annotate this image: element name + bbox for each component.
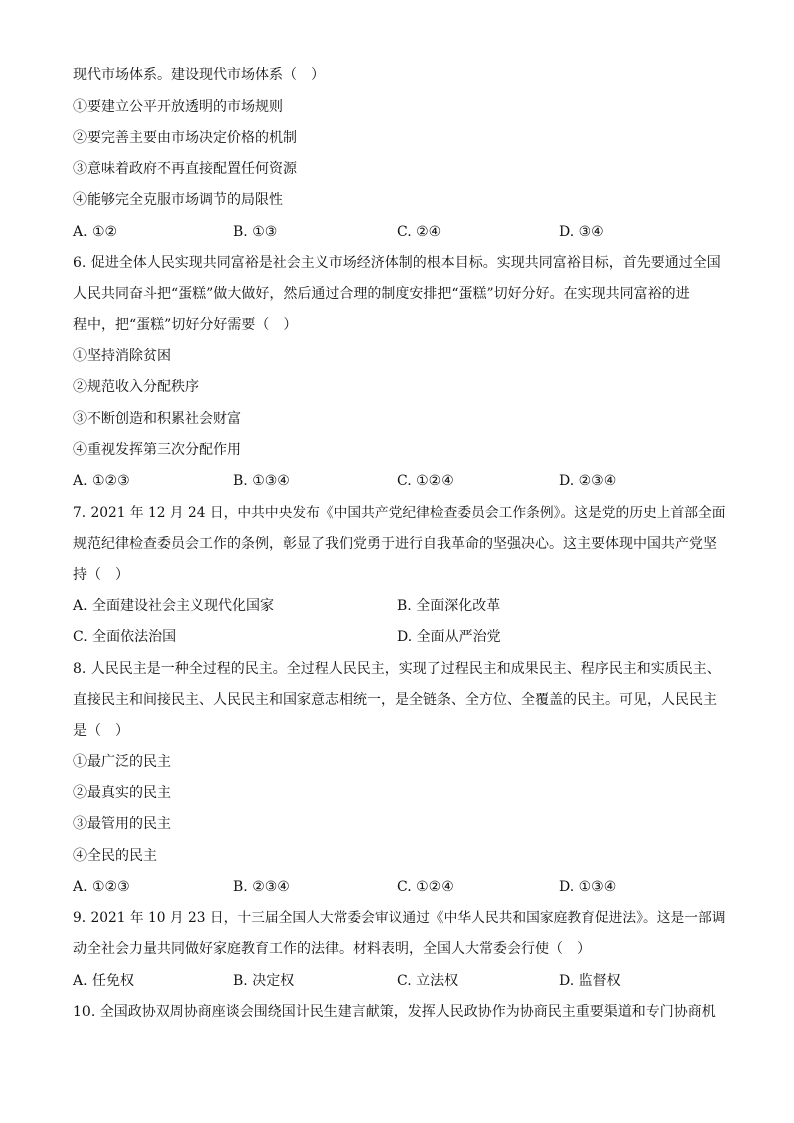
- q9-option-a[interactable]: A. 任免权: [73, 973, 135, 989]
- q7-option-d[interactable]: D. 全面从严治党: [397, 629, 501, 645]
- q7-stem-line-1: 7. 2021 年 12 月 24 日，中共中央发布《中国共产党纪律检查委员会工作条例》。这是党的历史上首部全面: [73, 505, 726, 521]
- q8-option-d[interactable]: D. ①③④: [559, 879, 617, 895]
- q8-option-a[interactable]: A. ①②③: [73, 879, 130, 895]
- q7-option-b[interactable]: B. 全面深化改革: [397, 598, 501, 614]
- q5-statement-4: ④能够完全克服市场调节的局限性: [73, 192, 283, 208]
- q9-option-b[interactable]: B. 决定权: [233, 973, 295, 989]
- q7-stem-line-3: 持（ ）: [73, 567, 129, 583]
- q6-stem-line-1: 6. 促进全体人民实现共同富裕是社会主义市场经济体制的根本目标。实现共同富裕目标，首先要通过全国: [73, 255, 721, 271]
- q6-statement-3: ③不断创造和积累社会财富: [73, 411, 241, 427]
- q8-stem-line-2: 直接民主和间接民主、人民民主和国家意志相统一，是全链条、全方位、全覆盖的民主。可见，人民民主: [73, 692, 717, 708]
- q7-option-a[interactable]: A. 全面建设社会主义现代化国家: [73, 598, 275, 614]
- q5-option-c[interactable]: C. ②④: [397, 224, 442, 240]
- q6-option-c[interactable]: C. ①②④: [397, 473, 454, 489]
- q9-stem-line-2: 动全社会力量共同做好家庭教育工作的法律。材料表明，全国人大常委会行使（ ）: [73, 941, 591, 957]
- q8-stem-line-3: 是（ ）: [73, 723, 129, 739]
- q6-statement-1: ①坚持消除贫困: [73, 348, 171, 364]
- q5-option-d[interactable]: D. ③④: [559, 224, 604, 240]
- q6-option-d[interactable]: D. ②③④: [559, 473, 617, 489]
- q6-stem-line-2: 人民共同奋斗把“蛋糕”做大做好，然后通过合理的制度安排把“蛋糕”切好分好。在实现共同富裕的进: [73, 286, 690, 302]
- q8-statement-3: ③最管用的民主: [73, 816, 171, 832]
- q7-stem-line-2: 规范纪律检查委员会工作的条例，彰显了我们党勇于进行自我革命的坚强决心。这主要体现中国共产党坚: [73, 536, 717, 552]
- q5-statement-3: ③意味着政府不再直接配置任何资源: [73, 161, 297, 177]
- q6-statement-4: ④重视发挥第三次分配作用: [73, 442, 241, 458]
- q5-option-b[interactable]: B. ①③: [233, 224, 278, 240]
- q7-option-c[interactable]: C. 全面依法治国: [73, 629, 177, 645]
- q5-stem: 现代市场体系。建设现代市场体系（ ）: [73, 67, 325, 83]
- q8-statement-4: ④全民的民主: [73, 848, 157, 864]
- q9-option-c[interactable]: C. 立法权: [397, 973, 459, 989]
- q8-statement-2: ②最真实的民主: [73, 785, 171, 801]
- q6-option-b[interactable]: B. ①③④: [233, 473, 290, 489]
- q8-stem-line-1: 8. 人民民主是一种全过程的民主。全过程人民民主，实现了过程民主和成果民主、程序民主和实质民主、: [73, 661, 721, 677]
- q8-option-c[interactable]: C. ①②④: [397, 879, 454, 895]
- q8-statement-1: ①最广泛的民主: [73, 754, 171, 770]
- q6-statement-2: ②规范收入分配秩序: [73, 379, 199, 395]
- q9-option-d[interactable]: D. 监督权: [559, 973, 621, 989]
- q9-stem-line-1: 9. 2021 年 10 月 23 日，十三届全国人大常委会审议通过《中华人民共和国家庭教育促进法》。这是一部调: [73, 910, 726, 926]
- q5-statement-2: ②要完善主要由市场决定价格的机制: [73, 130, 297, 146]
- q6-option-a[interactable]: A. ①②③: [73, 473, 130, 489]
- q10-stem-line-1: 10. 全国政协双周协商座谈会围绕国计民生建言献策，发挥人民政协作为协商民主重要渠道和专门协商机: [73, 1004, 716, 1020]
- q8-option-b[interactable]: B. ②③④: [233, 879, 290, 895]
- q6-stem-line-3: 程中，把“蛋糕”切好分好需要（ ）: [73, 317, 298, 333]
- q5-statement-1: ①要建立公平开放透明的市场规则: [73, 99, 283, 115]
- q5-option-a[interactable]: A. ①②: [73, 224, 118, 240]
